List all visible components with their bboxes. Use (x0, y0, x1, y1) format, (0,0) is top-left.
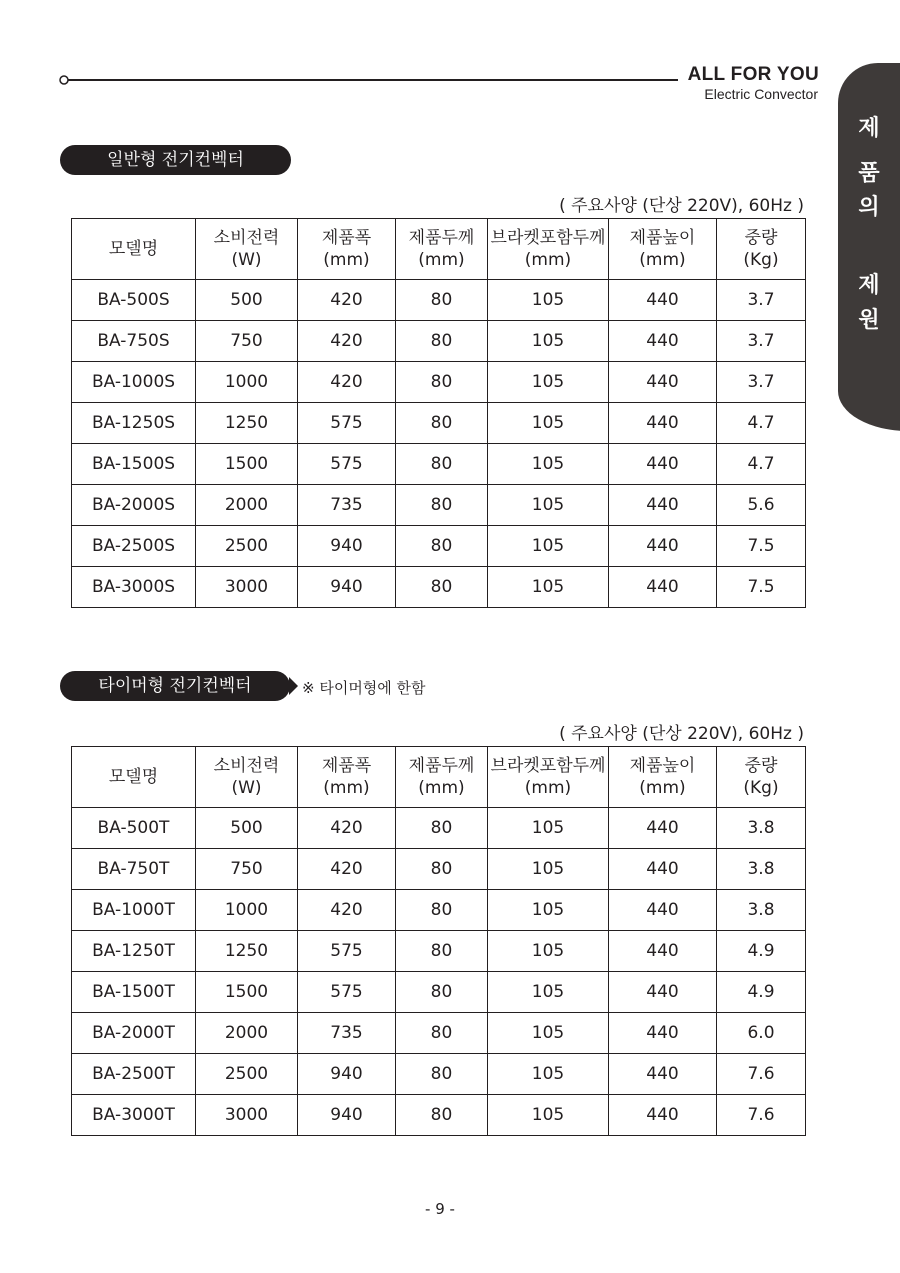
header-unit: (mm) (639, 250, 686, 270)
table-cell: 420 (298, 321, 396, 362)
table-cell: 80 (396, 972, 488, 1013)
table-cell: 575 (298, 403, 396, 444)
table-row (72, 485, 806, 526)
table-cell: 440 (609, 1054, 717, 1095)
table-cell: 105 (488, 1013, 609, 1054)
spec-table-timer (71, 746, 806, 1136)
table-body (72, 808, 806, 1136)
table-cell: 6.0 (717, 1013, 806, 1054)
table-cell: 420 (298, 849, 396, 890)
side-tab-char: 제 (858, 116, 880, 141)
column-header (717, 747, 806, 808)
header-unit: (mm) (524, 250, 572, 270)
table-cell: 105 (488, 972, 609, 1013)
header-line: 브라켓포함두께 (490, 756, 606, 776)
brand-title: ALL FOR YOU (687, 64, 819, 85)
table-cell: 735 (298, 1013, 396, 1054)
side-tab-char: 제 (858, 273, 880, 298)
table-cell: 940 (298, 567, 396, 608)
table-cell: 440 (609, 403, 717, 444)
table-cell: 4.7 (717, 403, 806, 444)
header-line: 중량 (744, 228, 778, 248)
table-cell: 105 (488, 890, 609, 931)
table-cell: 440 (609, 280, 717, 321)
table-cell: 105 (488, 808, 609, 849)
model-cell: BA-1500S (72, 444, 196, 485)
column-header (72, 219, 196, 280)
table-row (72, 444, 806, 485)
model-cell: BA-2000S (72, 485, 196, 526)
header-line: 제품높이 (629, 228, 696, 248)
table-cell: 940 (298, 526, 396, 567)
table-cell: 3.7 (717, 280, 806, 321)
table-cell: 4.9 (717, 931, 806, 972)
table-cell: 440 (609, 808, 717, 849)
side-tab-char: 원 (858, 308, 880, 333)
table-cell: 7.5 (717, 567, 806, 608)
table-cell: 2000 (196, 485, 298, 526)
table-cell: 3.8 (717, 849, 806, 890)
table-cell: 440 (609, 444, 717, 485)
section-title-timer: 타이머형 전기컨벡터 (60, 671, 290, 701)
header-unit: (mm) (323, 778, 370, 798)
table-cell: 105 (488, 403, 609, 444)
page-number: - 9 - (425, 1200, 455, 1218)
header-line: 제품폭 (321, 756, 372, 776)
model-cell: BA-1500T (72, 972, 196, 1013)
header-unit: (mm) (323, 250, 370, 270)
spec-note: ( 주요사양 (단상 220V), 60Hz ) (559, 196, 804, 216)
table-cell: 7.6 (717, 1054, 806, 1095)
header-line: 제품두께 (408, 228, 475, 248)
table-header-row (72, 747, 806, 808)
table-cell: 105 (488, 485, 609, 526)
table-cell: 3.8 (717, 808, 806, 849)
table-cell: 1000 (196, 362, 298, 403)
header-unit: (W) (231, 250, 262, 270)
table-cell: 575 (298, 931, 396, 972)
header-unit: (mm) (524, 778, 572, 798)
table-cell: 2500 (196, 1054, 298, 1095)
table-cell: 2000 (196, 1013, 298, 1054)
header-unit: (mm) (418, 250, 465, 270)
column-header (488, 747, 609, 808)
table-row (72, 280, 806, 321)
side-tab-char: 품 (858, 161, 880, 186)
table-cell: 105 (488, 849, 609, 890)
table-row (72, 808, 806, 849)
spec-note: ( 주요사양 (단상 220V), 60Hz ) (559, 724, 804, 744)
column-header (298, 219, 396, 280)
table-cell: 80 (396, 567, 488, 608)
table-row (72, 362, 806, 403)
table-cell: 105 (488, 526, 609, 567)
column-header (488, 219, 609, 280)
table-cell: 80 (396, 1095, 488, 1136)
table-cell: 80 (396, 362, 488, 403)
table-cell: 440 (609, 1095, 717, 1136)
table-cell: 1500 (196, 444, 298, 485)
table-cell: 80 (396, 526, 488, 567)
brand-subtitle: Electric Convector (704, 86, 818, 102)
table-cell: 80 (396, 931, 488, 972)
table-cell: 1000 (196, 890, 298, 931)
column-header (298, 747, 396, 808)
header-unit: (mm) (639, 778, 686, 798)
table-row (72, 321, 806, 362)
table-cell: 440 (609, 321, 717, 362)
header-unit: (mm) (418, 778, 465, 798)
table-cell: 4.9 (717, 972, 806, 1013)
table-row (72, 1013, 806, 1054)
table-cell: 440 (609, 485, 717, 526)
table-cell: 80 (396, 403, 488, 444)
table-row (72, 931, 806, 972)
table-cell: 3000 (196, 567, 298, 608)
table-row (72, 567, 806, 608)
table-cell: 5.6 (717, 485, 806, 526)
table-cell: 420 (298, 280, 396, 321)
table-cell: 80 (396, 890, 488, 931)
model-cell: BA-1250S (72, 403, 196, 444)
table-cell: 105 (488, 1095, 609, 1136)
table-cell: 1250 (196, 403, 298, 444)
table-cell: 575 (298, 972, 396, 1013)
arrow-right-icon (289, 677, 298, 695)
model-cell: BA-1250T (72, 931, 196, 972)
table-cell: 105 (488, 567, 609, 608)
model-cell: BA-750T (72, 849, 196, 890)
model-cell: BA-2500T (72, 1054, 196, 1095)
table-cell: 735 (298, 485, 396, 526)
table-cell: 575 (298, 444, 396, 485)
table-cell: 80 (396, 849, 488, 890)
table-cell: 80 (396, 321, 488, 362)
header-unit: (W) (231, 778, 262, 798)
table-cell: 440 (609, 362, 717, 403)
table-cell: 2500 (196, 526, 298, 567)
table-cell: 80 (396, 444, 488, 485)
table-row (72, 972, 806, 1013)
table-cell: 440 (609, 526, 717, 567)
table-cell: 500 (196, 280, 298, 321)
table-cell: 3.7 (717, 321, 806, 362)
spec-table-standard (71, 218, 806, 608)
table-cell: 3.8 (717, 890, 806, 931)
section-title-standard: 일반형 전기컨벡터 (60, 145, 291, 175)
model-cell: BA-2500S (72, 526, 196, 567)
table-cell: 80 (396, 1013, 488, 1054)
model-cell: BA-500T (72, 808, 196, 849)
model-cell: BA-3000T (72, 1095, 196, 1136)
header-rule (58, 73, 678, 87)
header-line: 중량 (744, 756, 778, 776)
table-cell: 440 (609, 931, 717, 972)
table-cell: 7.6 (717, 1095, 806, 1136)
table-cell: 105 (488, 362, 609, 403)
column-header (609, 747, 717, 808)
header-unit: (Kg) (743, 778, 779, 798)
side-tab-char: 의 (858, 195, 880, 220)
table-row (72, 526, 806, 567)
model-cell: BA-2000T (72, 1013, 196, 1054)
table-cell: 940 (298, 1054, 396, 1095)
header-line: 소비전력 (213, 228, 280, 248)
table-cell: 440 (609, 849, 717, 890)
table-cell: 1500 (196, 972, 298, 1013)
header-line: 제품높이 (629, 756, 696, 776)
table-cell: 105 (488, 444, 609, 485)
table-cell: 3000 (196, 1095, 298, 1136)
table-cell: 105 (488, 1054, 609, 1095)
header-unit: (Kg) (743, 250, 779, 270)
table-cell: 420 (298, 890, 396, 931)
header-line: 브라켓포함두께 (490, 228, 606, 248)
model-cell: BA-3000S (72, 567, 196, 608)
table-body (72, 280, 806, 608)
table-cell: 420 (298, 362, 396, 403)
table-cell: 750 (196, 849, 298, 890)
model-cell: BA-1000T (72, 890, 196, 931)
header-line: 제품두께 (408, 756, 475, 776)
header-line: 모델명 (108, 239, 159, 259)
table-cell: 80 (396, 485, 488, 526)
table-cell: 750 (196, 321, 298, 362)
table-cell: 440 (609, 890, 717, 931)
table-cell: 4.7 (717, 444, 806, 485)
table-cell: 105 (488, 931, 609, 972)
table-header-row (72, 219, 806, 280)
header-line: 소비전력 (213, 756, 280, 776)
column-header (196, 747, 298, 808)
table-cell: 440 (609, 567, 717, 608)
column-header (196, 219, 298, 280)
side-chapter-tab (838, 63, 900, 431)
table-row (72, 849, 806, 890)
table-cell: 440 (609, 972, 717, 1013)
table-cell: 500 (196, 808, 298, 849)
table-cell: 440 (609, 1013, 717, 1054)
model-cell: BA-1000S (72, 362, 196, 403)
table-cell: 1250 (196, 931, 298, 972)
table-cell: 105 (488, 321, 609, 362)
table-cell: 80 (396, 280, 488, 321)
column-header (396, 219, 488, 280)
column-header (396, 747, 488, 808)
table-row (72, 1095, 806, 1136)
column-header (72, 747, 196, 808)
model-cell: BA-500S (72, 280, 196, 321)
header-line: 제품폭 (321, 228, 372, 248)
table-cell: 80 (396, 808, 488, 849)
table-cell: 3.7 (717, 362, 806, 403)
timer-note: ※ 타이머형에 한함 (302, 679, 426, 697)
header-line: 모델명 (108, 767, 159, 787)
table-cell: 940 (298, 1095, 396, 1136)
column-header (609, 219, 717, 280)
table-row (72, 1054, 806, 1095)
table-cell: 105 (488, 280, 609, 321)
table-cell: 80 (396, 1054, 488, 1095)
model-cell: BA-750S (72, 321, 196, 362)
table-cell: 7.5 (717, 526, 806, 567)
table-row (72, 890, 806, 931)
column-header (717, 219, 806, 280)
table-cell: 420 (298, 808, 396, 849)
table-row (72, 403, 806, 444)
